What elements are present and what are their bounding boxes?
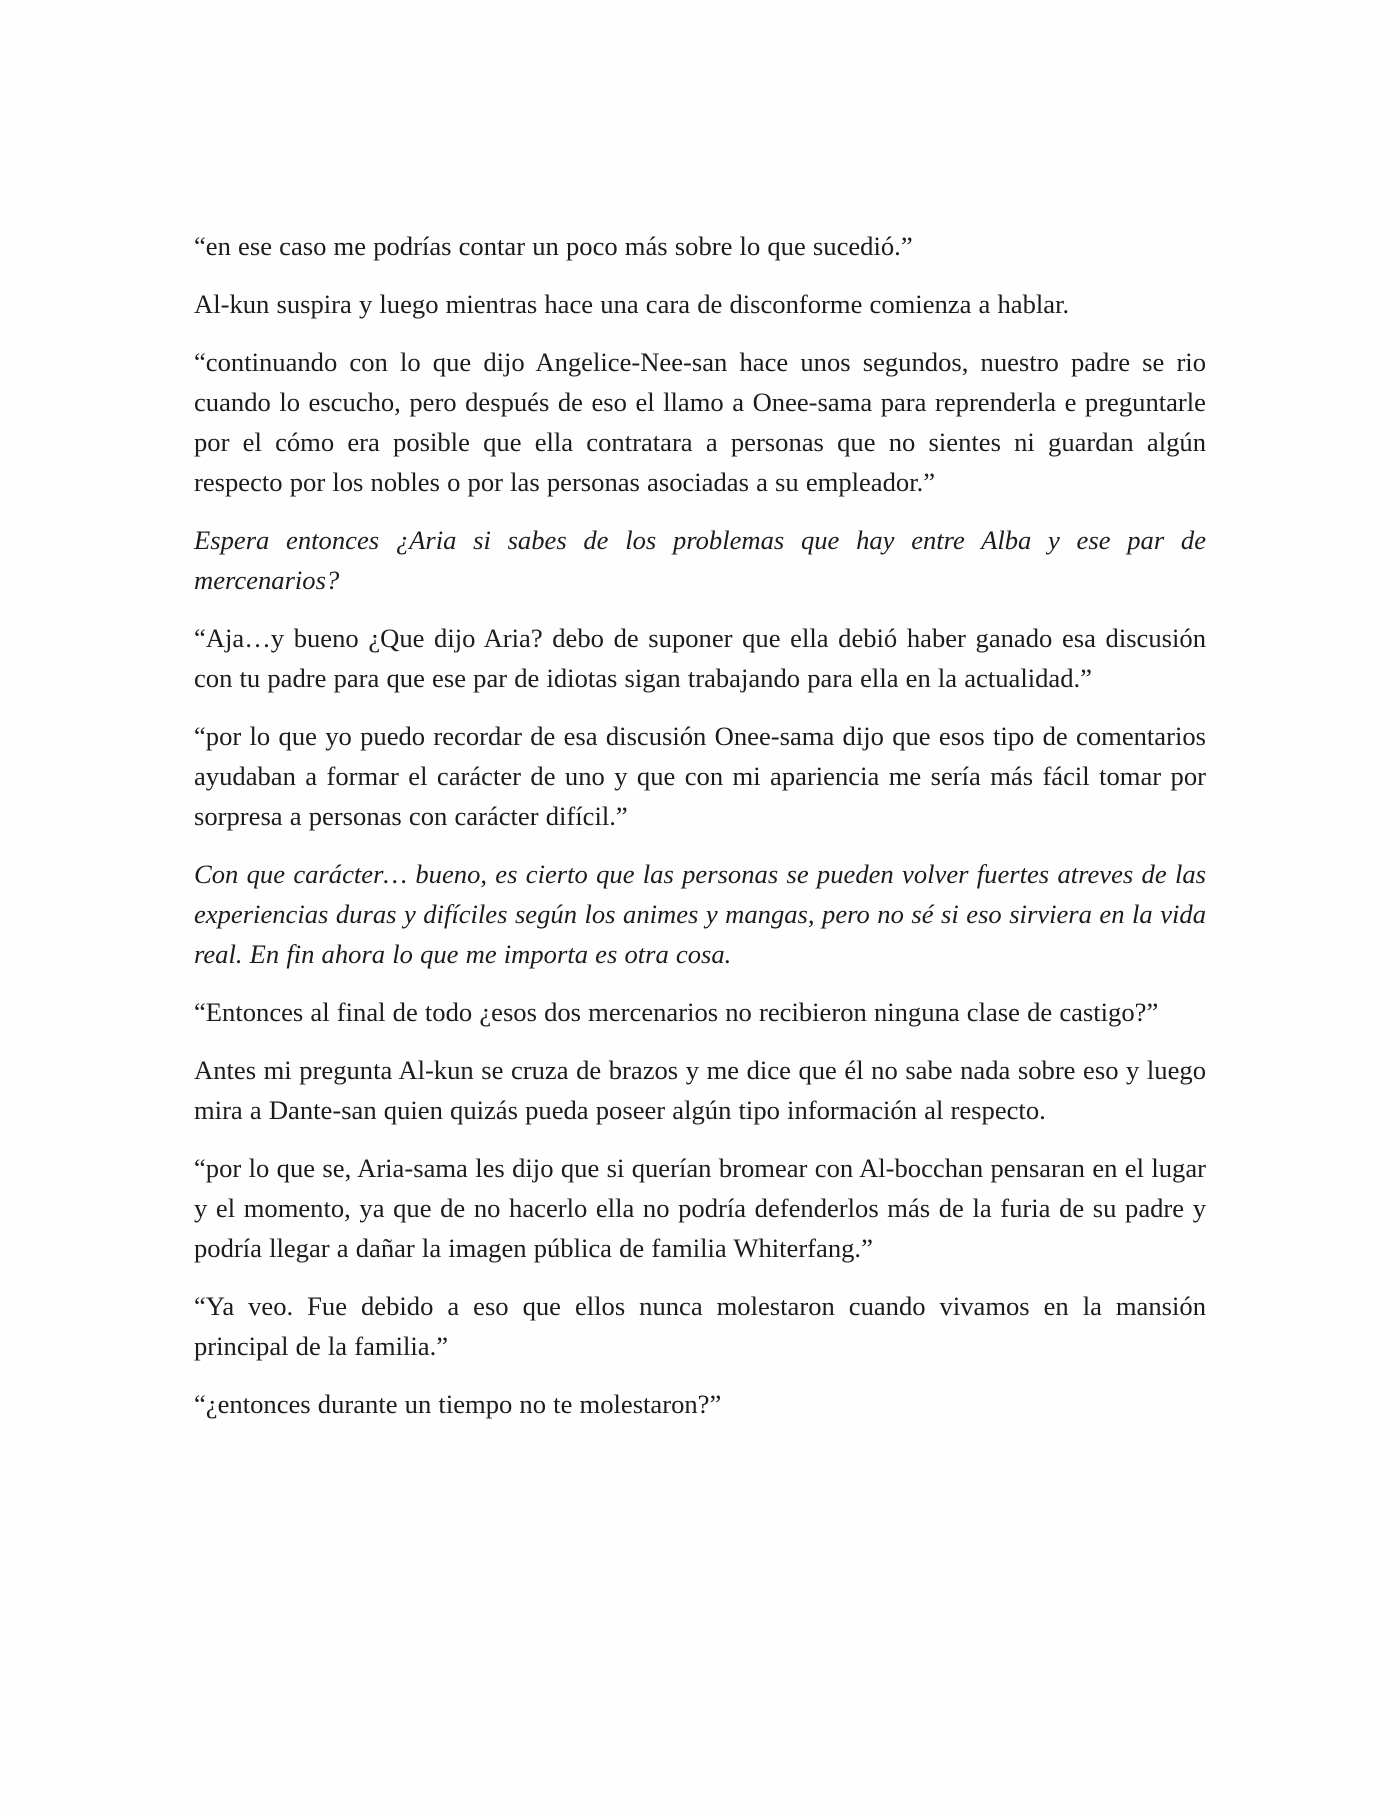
paragraph-narration: Al-kun suspira y luego mientras hace una cara de disconforme comienza a hablar. [194,289,1070,319]
paragraph-dialogue: “por lo que se, Aria-sama les dijo que si querían bromear con Al-bocchan pensaran en el lugar y el momento, ya que de no hacerlo ella no podría defenderlos más de la furia de su padre y podría llegar a dañar la imagen pública de familia Whiterfang.” [194,1153,1206,1263]
paragraph-dialogue: “¿entonces durante un tiempo no te molestaron?” [194,1389,722,1419]
paragraph-dialogue: “Aja…y bueno ¿Que dijo Aria? debo de suponer que ella debió haber ganado esa discusión con tu padre para que ese par de idiotas sigan trabajando para ella en la actualidad.” [194,623,1206,693]
paragraph-dialogue: “en ese caso me podrías contar un poco más sobre lo que sucedió.” [194,231,913,261]
paragraph-thought: Espera entonces ¿Aria si sabes de los problemas que hay entre Alba y ese par de mercenarios? [194,525,1206,595]
paragraph-narration: Antes mi pregunta Al-kun se cruza de brazos y me dice que él no sabe nada sobre eso y luego mira a Dante-san quien quizás pueda poseer algún tipo información al respecto. [194,1055,1206,1125]
body-text [194,226,1206,1424]
paragraph-dialogue: “por lo que yo puedo recordar de esa discusión Onee-sama dijo que esos tipo de comentarios ayudaban a formar el carácter de uno y que con mi apariencia me sería más fácil tomar por sorpresa a personas con carácter difícil.” [194,721,1206,831]
paragraph-dialogue: “Entonces al final de todo ¿esos dos mercenarios no recibieron ninguna clase de castigo?” [194,997,1159,1027]
paragraph-dialogue: “continuando con lo que dijo Angelice-Nee-san hace unos segundos, nuestro padre se rio cuando lo escucho, pero después de eso el llamo a Onee-sama para reprenderla e preguntarle por el cómo era posible que ella contratara a personas que no sientes ni guardan algún respecto por los nobles o por las personas asociadas a su empleador.” [194,347,1206,497]
paragraph-thought: Con que carácter… bueno, es cierto que las personas se pueden volver fuertes atreves de las experiencias duras y difíciles según los animes y mangas, pero no sé si eso sirviera en la vida real. En fin ahora lo que me importa es otra cosa. [194,859,1206,969]
paragraph-dialogue: “Ya veo. Fue debido a eso que ellos nunca molestaron cuando vivamos en la mansión principal de la familia.” [194,1291,1206,1361]
